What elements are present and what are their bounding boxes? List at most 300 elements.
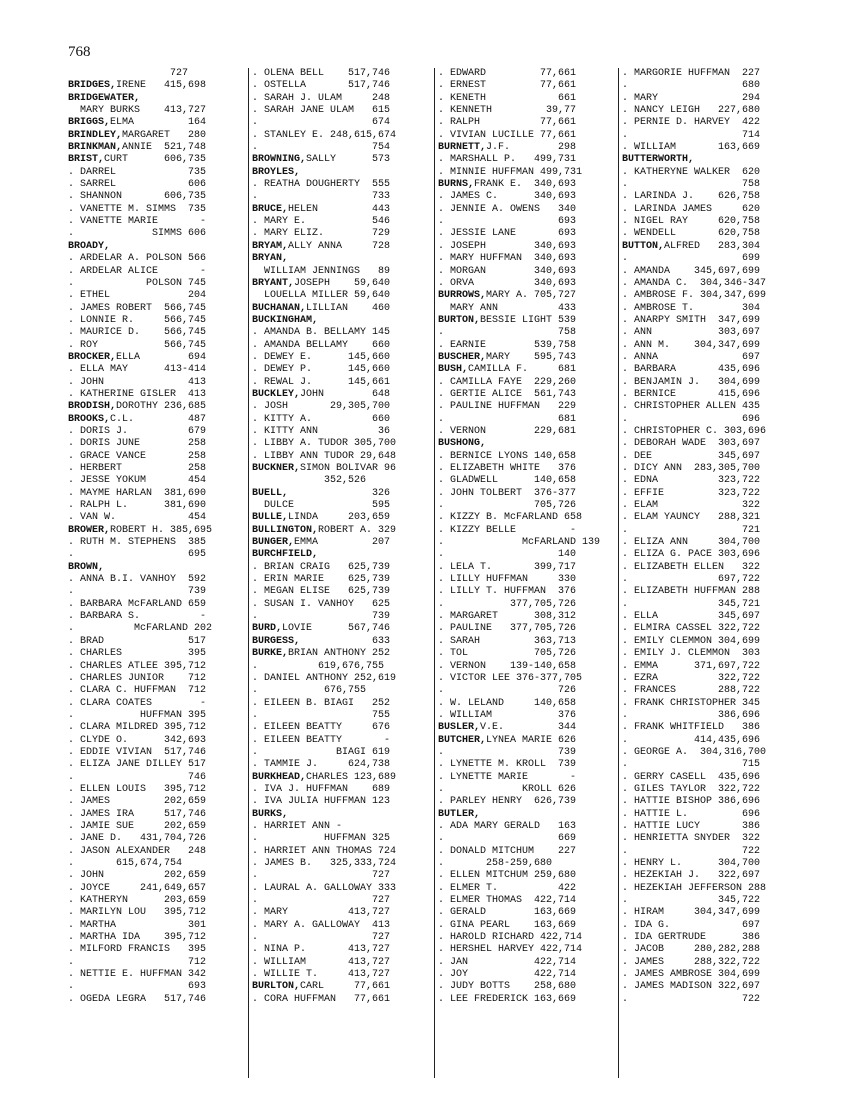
index-entry: . VERNON 229,681	[438, 425, 577, 437]
index-entry: . DONALD MITCHUM 227	[438, 845, 577, 857]
index-entry: . DICY ANN 283,305,700	[622, 463, 761, 474]
index-entry: . ELIZABETH WHITE 376	[438, 463, 577, 474]
index-entry: . MAURICE D. 566,745	[68, 327, 207, 339]
index-entry: . CLARA C. HUFFMAN 712	[68, 685, 207, 697]
index-entry: . HEZEKIAH J. 322,697	[622, 870, 761, 882]
index-entry: . ANNA B.I. VANHOY 592	[68, 574, 207, 586]
index-entry: . 715	[622, 759, 761, 771]
index-entry: . RALPH 77,661	[438, 117, 577, 129]
index-entry: . KATHERYNE WALKER 620	[622, 166, 761, 178]
index-entry: . VANETTE MARIE -	[68, 216, 207, 228]
index-entry: . ELMER THOMAS 422,714	[438, 895, 577, 907]
index-entry: BURGESS, 633	[252, 635, 391, 647]
index-entry: . OLENA BELL 517,746	[252, 68, 391, 79]
index-entry: . CORA HUFFMAN 77,661	[252, 993, 391, 1005]
index-entry: BRUCE,HELEN 443	[252, 203, 391, 215]
index-entry: . MARGORIE HUFFMAN 227	[622, 68, 761, 79]
index-entry: . JOY 422,714	[438, 969, 577, 981]
index-entry: . 615,674,754	[68, 858, 183, 869]
index-entry: . CAMILLA FAYE 229,260	[438, 376, 577, 388]
index-entry: . 758	[438, 327, 577, 339]
index-entry: . MARY 413,727	[252, 907, 391, 919]
index-entry: BUCKLEY,JOHN 648	[252, 388, 391, 400]
index-entry: BRIDGES,IRENE 415,698	[68, 80, 207, 92]
index-entry: . JAMES IRA 517,746	[68, 808, 207, 820]
index-entry: . 739	[252, 611, 391, 623]
index-entry: . EILEEN B. BIAGI 252	[252, 697, 391, 709]
index-entry: . EDWARD 77,661	[438, 68, 577, 79]
index-entry: . WILLIAM 376	[438, 709, 577, 721]
index-entry: BURNS,FRANK E. 340,693	[438, 179, 577, 191]
index-entry: . GRACE VANCE 258	[68, 450, 207, 462]
index-entry: . CHARLES ATLEE 395,712	[68, 660, 207, 672]
index-entry: . LELA T. 399,717	[438, 561, 577, 573]
index-entry: . 699	[622, 253, 761, 265]
index-entry: . JAMES B. 325,333,724	[252, 858, 397, 869]
index-entry: . AMANDA 345,697,699	[622, 265, 761, 277]
index-entry: BURKHEAD,CHARLES 123,689	[252, 771, 397, 783]
index-entry: . VERNON 139-140,658	[438, 660, 577, 672]
index-entry: BUTTERWORTH,	[622, 154, 695, 166]
index-entry: . MARSHALL P. 499,731	[438, 154, 577, 166]
index-entry: . SUSAN I. VANHOY 625	[252, 598, 391, 610]
index-entry: . SARREL 606	[68, 179, 207, 191]
index-entry: BROWNING,SALLY 573	[252, 154, 391, 166]
index-entry: . 695	[68, 549, 207, 561]
index-entry: . NINA P. 413,727	[252, 944, 391, 956]
index-entry: BUSH,CAMILLA F. 681	[438, 364, 577, 376]
index-entry: . BRAD 517	[68, 635, 207, 647]
index-entry: . JOHN 202,659	[68, 870, 207, 882]
index-entry: . ARDELAR A. POLSON 566	[68, 253, 207, 265]
index-entry: . LEE FREDERICK 163,669	[438, 993, 577, 1005]
index-entry: . SIMMS 606	[68, 228, 207, 240]
index-entry: . ELLEN LOUIS 395,712	[68, 783, 207, 795]
index-entry: . JAMES 288,322,722	[622, 956, 761, 968]
index-entry: . REWAL J. 145,661	[252, 376, 391, 388]
index-entry: . DEBORAH WADE 303,697	[622, 438, 761, 450]
index-entry: . KATHERYN 203,659	[68, 895, 207, 907]
index-entry: . GEORGE A. 304,316,700	[622, 746, 767, 758]
index-entry: . ERNEST 77,661	[438, 80, 577, 92]
index-entry: . RUTH M. STEPHENS 385	[68, 537, 207, 549]
index-entry: 727	[68, 68, 189, 79]
index-entry: . HIRAM 304,347,699	[622, 907, 761, 919]
index-entry: . GLADWELL 140,658	[438, 475, 577, 487]
index-entry: . TOL 705,726	[438, 648, 577, 660]
index-entry: . JOHN 413	[68, 376, 207, 388]
index-entry: BURTON,BESSIE LIGHT 539	[438, 314, 577, 326]
index-entry: . SARAH J. ULAM 248	[252, 92, 391, 104]
index-entry: . KIZZY BELLE -	[438, 524, 577, 536]
index-entry: . MARGARET 308,312	[438, 611, 577, 623]
index-entry: . 681	[438, 413, 577, 425]
index-entry: . 676,755	[252, 685, 367, 697]
index-entry: . GILES TAYLOR 322,722	[622, 783, 761, 795]
index-entry: . ARDELAR ALICE -	[68, 265, 207, 277]
index-entry: . ADA MARY GERALD 163	[438, 820, 577, 832]
index-entry: . GERTIE ALICE 561,743	[438, 388, 577, 400]
index-entry: BRYAN,	[252, 253, 289, 265]
index-entry: . JOYCE 241,649,657	[68, 882, 207, 894]
index-entry: . WENDELL 620,758	[622, 228, 761, 240]
index-entry: BRINDLEY,MARGARET 280	[68, 129, 207, 141]
index-entry: . 712	[68, 956, 207, 968]
index-entry: . HATTIE L. 696	[622, 808, 761, 820]
index-entry: . ORVA 340,693	[438, 277, 577, 289]
index-entry: . 721	[622, 524, 761, 536]
index-entry: . KENETH 661	[438, 92, 577, 104]
index-entry: . OSTELLA 517,746	[252, 80, 391, 92]
index-entry: . SARAH JANE ULAM 615	[252, 105, 391, 117]
index-entry: . EDDIE VIVIAN 517,746	[68, 746, 207, 758]
index-entry: . LAURAL A. GALLOWAY 333	[252, 882, 397, 894]
index-entry: . KENNETH 39,77	[438, 105, 577, 117]
index-entry: . 705,726	[438, 500, 577, 512]
index-entry: . LONNIE R. 566,745	[68, 314, 207, 326]
index-entry: . MARY 294	[622, 92, 761, 104]
index-entry: . EMILY J. CLEMMON 303	[622, 648, 761, 660]
index-entry: BRODISH,DOROTHY 236,685	[68, 401, 207, 413]
index-entry: . HENRY L. 304,700	[622, 858, 761, 869]
index-entry: . W. LELAND 140,658	[438, 697, 577, 709]
index-entry: . 619,676,755	[252, 660, 385, 672]
index-entry: . DORIS J. 679	[68, 425, 207, 437]
index-entry: . 345,722	[622, 895, 761, 907]
index-entry: . ELLA 345,697	[622, 611, 761, 623]
index-entry: . JAMES MADISON 322,697	[622, 981, 761, 993]
index-entry: BUSLER,V.E. 344	[438, 722, 577, 734]
index-entry: WILLIAM JENNINGS 89	[252, 265, 391, 277]
index-entry: . TAMMIE J. 624,738	[252, 759, 391, 771]
index-column-3	[438, 68, 614, 1078]
index-entry: . 726	[438, 685, 577, 697]
index-entry: . JASON ALEXANDER 248	[68, 845, 207, 857]
index-entry: . LIBBY A. TUDOR 305,700	[252, 438, 397, 450]
index-entry: MARY ANN 433	[438, 302, 577, 314]
index-entry: . BARBARA 435,696	[622, 364, 761, 376]
index-entry: BRYAM,ALLY ANNA 728	[252, 240, 391, 252]
index-entry: . HUFFMAN 325	[252, 833, 391, 845]
index-entry: BUELL, 326	[252, 487, 391, 499]
index-entry: BUCKNER,SIMON BOLIVAR 96	[252, 463, 397, 474]
index-entry: . HEZEKIAH JEFFERSON 288	[622, 882, 767, 894]
index-entry: . 755	[252, 709, 391, 721]
page-number: 768	[68, 44, 91, 60]
index-entry: . DARREL 735	[68, 166, 207, 178]
index-entry: . JAMES ROBERT 566,745	[68, 302, 207, 314]
index-entry: BUTCHER,LYNEA MARIE 626	[438, 734, 577, 746]
index-entry: BURNETT,J.F. 298	[438, 142, 577, 154]
index-entry: . STANLEY E. 248,615,674	[252, 129, 397, 141]
index-entry: . HATTIE LUCY 386	[622, 820, 761, 832]
index-entry: . NIGEL RAY 620,758	[622, 216, 761, 228]
index-entry: . CLYDE O. 342,693	[68, 734, 207, 746]
index-entry: . MARTHA 301	[68, 919, 207, 931]
index-entry: . 739	[68, 586, 207, 598]
index-entry: . SARAH 363,713	[438, 635, 577, 647]
index-entry: . BARBARA McFARLAND 659	[68, 598, 207, 610]
index-entry: LOUELLA MILLER 59,640	[252, 290, 391, 302]
index-entry: . CHRISTOPHER C. 303,696	[622, 425, 767, 437]
index-entry: . ETHEL 204	[68, 290, 207, 302]
index-entry: . NANCY LEIGH 227,680	[622, 105, 761, 117]
index-entry: . DEWEY P. 145,660	[252, 364, 391, 376]
index-entry: BROOKS,C.L. 487	[68, 413, 207, 425]
index-entry: . WILLIE T. 413,727	[252, 969, 391, 981]
index-entry: BURKE,BRIAN ANTHONY 252	[252, 648, 391, 660]
index-entry: . VANETTE M. SIMMS 735	[68, 203, 207, 215]
index-entry: . KITTY ANN 36	[252, 425, 391, 437]
index-entry: . HERSHEL HARVEY 422,714	[438, 944, 583, 956]
index-entry: . 674	[252, 117, 391, 129]
index-entry: . LILLY HUFFMAN 330	[438, 574, 577, 586]
index-entry: . KITTY A. 660	[252, 413, 391, 425]
index-entry: . ELIZA JANE DILLEY 517	[68, 759, 207, 771]
index-entry: . 258-259,680	[438, 858, 553, 869]
index-entry: BROCKER,ELLA 694	[68, 351, 207, 363]
index-entry: . WILLIAM 413,727	[252, 956, 391, 968]
index-entry: . MARTHA IDA 395,712	[68, 932, 207, 944]
index-column-1	[68, 68, 244, 1078]
index-entry: BUSHONG,	[438, 438, 487, 450]
index-entry: . LYNETTE M. KROLL 739	[438, 759, 577, 771]
index-entry: . ELIZA G. PACE 303,696	[622, 549, 761, 561]
index-entry: BURD,LOVIE 567,746	[252, 623, 391, 635]
index-entry: . CHARLES JUNIOR 712	[68, 672, 207, 684]
index-entry: . AMBROSE T. 304	[622, 302, 761, 314]
index-entry: . REATHA DOUGHERTY 555	[252, 179, 391, 191]
index-entry: . ELAM 322	[622, 500, 761, 512]
index-entry: . FRANK CHRISTOPHER 345	[622, 697, 761, 709]
index-entry: BUCKINGHAM,	[252, 314, 319, 326]
index-entry: . JOSH 29,305,700	[252, 401, 391, 413]
index-entry: . IDA G. 697	[622, 919, 761, 931]
index-entry: . 739	[438, 746, 577, 758]
index-entry: . JUDY BOTTS 258,680	[438, 981, 577, 993]
index-entry: . EILEEN BEATTY 676	[252, 722, 391, 734]
index-entry: . 727	[252, 895, 391, 907]
index-entry: . HENRIETTA SNYDER 322	[622, 833, 761, 845]
index-entry: BURROWS,MARY A. 705,727	[438, 290, 577, 302]
index-entry: . MARY ELIZ. 729	[252, 228, 391, 240]
index-entry: . HARRIET ANN THOMAS 724	[252, 845, 397, 857]
index-entry: . IDA GERTRUDE 386	[622, 932, 761, 944]
index-entry: BRINKMAN,ANNIE 521,748	[68, 142, 207, 154]
index-entry: BUSCHER,MARY 595,743	[438, 351, 577, 363]
index-entry: . SHANNON 606,735	[68, 191, 207, 203]
index-entry: . DANIEL ANTHONY 252,619	[252, 672, 397, 684]
index-entry: . KATHERINE GISLER 413	[68, 388, 207, 400]
index-entry: . EFFIE 323,722	[622, 487, 761, 499]
index-entry: . 669	[438, 833, 577, 845]
index-entry: . GERRY CASELL 435,696	[622, 771, 761, 783]
index-entry: . BERNICE LYONS 140,658	[438, 450, 577, 462]
column-divider	[248, 68, 249, 1078]
index-entry: . MARY E. 546	[252, 216, 391, 228]
index-entry: . BRIAN CRAIG 625,739	[252, 561, 391, 573]
index-entry: BUNGER,EMMA 207	[252, 537, 391, 549]
index-entry: . JOSEPH 340,693	[438, 240, 577, 252]
index-entry: DULCE 595	[252, 500, 391, 512]
index-entry: BROWN,	[68, 561, 105, 573]
index-entry: . PAULINE 377,705,726	[438, 623, 577, 635]
index-entry: . MARILYN LOU 395,712	[68, 907, 207, 919]
index-entry: . MORGAN 340,693	[438, 265, 577, 277]
index-entry: . ANN 303,697	[622, 327, 761, 339]
index-entry: . ANARPY SMITH 347,699	[622, 314, 761, 326]
index-columns	[68, 68, 790, 1078]
index-entry: . PARLEY HENRY 626,739	[438, 796, 577, 808]
index-entry: . 714	[622, 129, 761, 141]
index-entry: . NETTIE E. HUFFMAN 342	[68, 969, 207, 981]
index-entry: BRIDGEWATER,	[68, 92, 141, 104]
index-entry: . CHARLES 395	[68, 648, 207, 660]
index-entry: . EMMA 371,697,722	[622, 660, 761, 672]
index-entry: . GERALD 163,669	[438, 907, 577, 919]
index-entry: . McFARLAND 139	[438, 537, 601, 549]
index-entry: . 696	[622, 413, 761, 425]
index-entry: . JESSE YOKUM 454	[68, 475, 207, 487]
index-entry: . JAN 422,714	[438, 956, 577, 968]
index-entry: . MARY HUFFMAN 340,693	[438, 253, 577, 265]
index-entry: . RALPH L. 381,690	[68, 500, 207, 512]
index-entry: . 727	[252, 932, 391, 944]
index-entry: . MILFORD FRANCIS 395	[68, 944, 207, 956]
index-entry: . 680	[622, 80, 761, 92]
index-entry: . HARRIET ANN -	[252, 820, 343, 832]
index-entry: MARY BURKS 413,727	[68, 105, 207, 117]
index-entry: . HUFFMAN 395	[68, 709, 207, 721]
index-entry: . JACOB 280,282,288	[622, 944, 761, 956]
index-entry: . ANNA 697	[622, 351, 761, 363]
index-entry: . KIZZY B. McFARLAND 658	[438, 512, 583, 524]
column-divider	[618, 68, 619, 1078]
index-entry: . ANN M. 304,347,699	[622, 339, 761, 351]
index-entry: . CLARA COATES -	[68, 697, 207, 709]
index-entry: . VAN W. 454	[68, 512, 207, 524]
index-entry: BURLTON,CARL 77,661	[252, 981, 391, 993]
index-entry: . 754	[252, 142, 391, 154]
index-entry: . ELLEN MITCHUM 259,680	[438, 870, 577, 882]
index-entry: BULLE,LINDA 203,659	[252, 512, 391, 524]
index-entry: . VIVIAN LUCILLE 77,661	[438, 129, 577, 141]
index-entry: . EDNA 323,722	[622, 475, 761, 487]
index-entry: . ELAM YAUNCY 288,321	[622, 512, 761, 524]
index-entry: . JAMIE SUE 202,659	[68, 820, 207, 832]
index-entry: . MINNIE HUFFMAN 499,731	[438, 166, 583, 178]
index-entry: . AMBROSE F. 304,347,699	[622, 290, 767, 302]
index-entry: . FRANK WHITFIELD 386	[622, 722, 761, 734]
index-entry: . JAMES AMBROSE 304,699	[622, 969, 761, 981]
index-entry: . 733	[252, 191, 391, 203]
index-entry: . ELMIRA CASSEL 322,722	[622, 623, 761, 635]
index-entry: . DORIS JUNE 258	[68, 438, 207, 450]
index-entry: . ELIZABETH HUFFMAN 288	[622, 586, 761, 598]
index-entry: . McFARLAND 202	[68, 623, 213, 635]
index-entry: . JESSIE LANE 693	[438, 228, 577, 240]
index-entry: . 377,705,726	[438, 598, 577, 610]
index-entry: . LARINDA J. 626,758	[622, 191, 761, 203]
index-entry: . AMANDA BELLAMY 660	[252, 339, 391, 351]
index-entry: . AMANDA C. 304,346-347	[622, 277, 767, 289]
index-entry: . LYNETTE MARIE -	[438, 771, 577, 783]
index-entry: . KROLL 626	[438, 783, 577, 795]
index-entry: . CLARA MILDRED 395,712	[68, 722, 207, 734]
index-entry: BRYANT,JOSEPH 59,640	[252, 277, 391, 289]
index-entry: . VICTOR LEE 376-377,705	[438, 672, 583, 684]
index-entry: . ELMER T. 422	[438, 882, 577, 894]
index-entry: BULLINGTON,ROBERT A. 329	[252, 524, 397, 536]
index-entry: BRIGGS,ELMA 164	[68, 117, 207, 129]
index-entry: . 727	[252, 870, 391, 882]
index-entry: . DEWEY E. 145,660	[252, 351, 391, 363]
index-entry: BROADY,	[68, 240, 111, 252]
index-entry: . BERNICE 415,696	[622, 388, 761, 400]
index-entry: . ELIZABETH ELLEN 322	[622, 561, 761, 573]
index-entry: BUCHANAN,LILLIAN 460	[252, 302, 391, 314]
index-entry: BROYLES,	[252, 166, 301, 178]
index-entry: BURCHFIELD,	[252, 549, 319, 561]
index-entry: 352,526	[252, 475, 367, 487]
index-entry: . JENNIE A. OWENS 340	[438, 203, 577, 215]
index-entry: . 414,435,696	[622, 734, 761, 746]
index-entry: . 722	[622, 993, 761, 1005]
index-entry: . OGEDA LEGRA 517,746	[68, 993, 207, 1005]
index-entry: BURKS,	[252, 808, 289, 820]
index-entry: . DEE 345,697	[622, 450, 761, 462]
index-entry: . LARINDA JAMES 620	[622, 203, 761, 215]
index-entry: . EILEEN BEATTY -	[252, 734, 391, 746]
index-entry: . 746	[68, 771, 207, 783]
index-column-4	[622, 68, 790, 1078]
index-entry: . AMANDA B. BELLAMY 145	[252, 327, 391, 339]
index-entry: . ELLA MAY 413-414	[68, 364, 207, 376]
index-entry: . 758	[622, 179, 761, 191]
index-entry: . JAMES 202,659	[68, 796, 207, 808]
index-entry: . BIAGI 619	[252, 746, 391, 758]
index-column-2	[252, 68, 430, 1078]
index-entry: . GINA PEARL 163,669	[438, 919, 577, 931]
index-entry: . 386,696	[622, 709, 761, 721]
index-entry: . 693	[68, 981, 207, 993]
index-entry: . JOHN TOLBERT 376-377	[438, 487, 577, 499]
index-entry: . WILLIAM 163,669	[622, 142, 761, 154]
index-entry: . ELIZA ANN 304,700	[622, 537, 761, 549]
index-entry: . MEGAN ELISE 625,739	[252, 586, 391, 598]
index-entry: . JANE D. 431,704,726	[68, 833, 207, 845]
index-entry: . IVA JULIA HUFFMAN 123	[252, 796, 391, 808]
index-entry: . 722	[622, 845, 761, 857]
index-entry: . HATTIE BISHOP 386,696	[622, 796, 761, 808]
index-entry: BUTLER,	[438, 808, 481, 820]
index-entry: . 697,722	[622, 574, 761, 586]
index-entry: . EZRA 322,722	[622, 672, 761, 684]
index-entry: . ERIN MARIE 625,739	[252, 574, 391, 586]
index-entry: . 693	[438, 216, 577, 228]
index-entry: . BARBARA S. -	[68, 611, 207, 623]
index-entry: . CHRISTOPHER ALLEN 435	[622, 401, 761, 413]
index-entry: . MARY A. GALLOWAY 413	[252, 919, 391, 931]
index-entry: . FRANCES 288,722	[622, 685, 761, 697]
column-divider	[434, 68, 435, 1078]
index-entry: . PAULINE HUFFMAN 229	[438, 401, 577, 413]
index-entry: . 345,721	[622, 598, 761, 610]
index-entry: . JAMES C. 340,693	[438, 191, 577, 203]
index-entry: . ROY 566,745	[68, 339, 207, 351]
index-entry: . PERNIE D. HARVEY 422	[622, 117, 761, 129]
index-entry: . LILLY T. HUFFMAN 376	[438, 586, 577, 598]
